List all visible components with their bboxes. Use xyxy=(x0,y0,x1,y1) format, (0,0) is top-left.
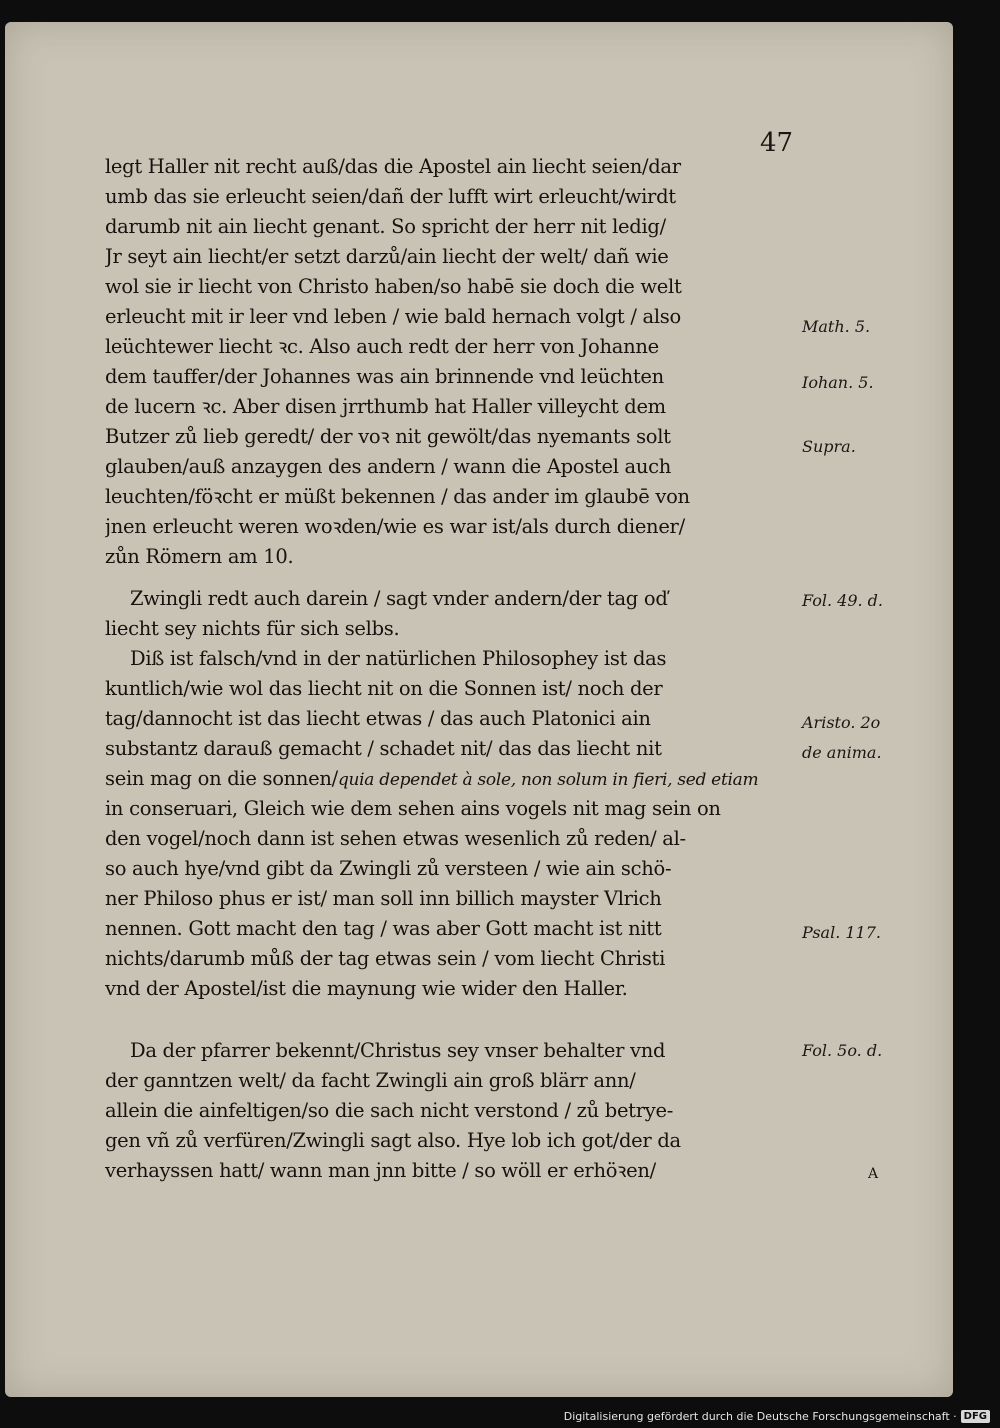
text-line: jnen erleucht weren woꝛden/wie es war ist/als durch diener/ xyxy=(105,515,685,538)
catchword: A xyxy=(868,1166,879,1182)
text-line: tag/dannocht ist das liecht etwas / das auch Platonici ain xyxy=(105,707,651,730)
text-line: liecht sey nichts für sich selbs. xyxy=(105,617,400,640)
text-line: leuchten/föꝛcht er müßt bekennen / das ander im glaubē von xyxy=(105,485,690,508)
text-line: allein die ainfeltigen/so die sach nicht verstond / zů betrye- xyxy=(105,1099,673,1122)
text-line: glauben/auß anzaygen des andern / wann die Apostel auch xyxy=(105,455,672,478)
text-line: de lucern ꝛc. Aber disen jrrthumb hat Haller villeycht dem xyxy=(105,395,666,418)
text-line: gen vñ zů verfüren/Zwingli sagt also. Hye lob ich got/der da xyxy=(105,1129,681,1152)
text-line: legt Haller nit recht auß/das die Apostel ain liecht seien/dar xyxy=(105,155,681,178)
text-line: darumb nit ain liecht genant. So spricht der herr nit ledig/ xyxy=(105,215,666,238)
text-line: dem tauffer/der Johannes was ain brinnende vnd leüchten xyxy=(105,365,664,388)
margin-note: Math. 5. xyxy=(802,317,871,336)
text-line: nichts/darumb můß der tag etwas sein / vom liecht Christi xyxy=(105,947,666,970)
margin-note: Fol. 49. d. xyxy=(802,591,884,610)
latin-quotation: quia dependet à sole, non solum in fieri, sed etiam xyxy=(337,770,759,790)
text-line: so auch hye/vnd gibt da Zwingli zů versteen / wie ain schö- xyxy=(105,857,672,880)
margin-note: Fol. 5o. d. xyxy=(802,1041,883,1060)
text-line: Jr seyt ain liecht/er setzt darzů/ain liecht der welt/ dañ wie xyxy=(105,245,669,268)
text-line: Zwingli redt auch darein / sagt vnder andern/der tag oď xyxy=(130,587,668,610)
text-line: ner Philoso phus er ist/ man soll inn billich mayster Vlrich xyxy=(105,887,662,910)
text-line: umb das sie erleucht seien/dañ der lufft wirt erleucht/wirdt xyxy=(105,185,676,208)
text-line: verhayssen hatt/ wann man jnn bitte / so wöll er erhöꝛen/ xyxy=(105,1159,656,1182)
vernacular-text: sein mag on die sonnen/ xyxy=(105,767,338,790)
margin-note: Supra. xyxy=(802,437,856,456)
text-line: Butzer zů lieb geredt/ der voꝛ nit gewölt/das nyemants solt xyxy=(105,425,671,448)
text-line: substantz darauß gemacht / schadet nit/ das das liecht nit xyxy=(105,737,662,760)
margin-note: Psal. 117. xyxy=(802,923,881,942)
text-line: vnd der Apostel/ist die maynung wie wider den Haller. xyxy=(105,977,628,1000)
text-line: wol sie ir liecht von Christo haben/so habē sie doch die welt xyxy=(105,275,682,298)
text-line: kuntlich/wie wol das liecht nit on die Sonnen ist/ noch der xyxy=(105,677,663,700)
text-line: leüchtewer liecht ꝛc. Also auch redt der herr von Johanne xyxy=(105,335,659,358)
dfg-logo: DFG xyxy=(961,1410,990,1423)
funding-notice: Digitalisierung gefördert durch die Deutsche Forschungsgemeinschaft · xyxy=(563,1409,957,1423)
footer xyxy=(564,1406,990,1426)
text-line: den vogel/noch dann ist sehen etwas wesenlich zů reden/ al- xyxy=(105,827,686,850)
text-line: erleucht mit ir leer vnd leben / wie bald hernach volgt / also xyxy=(105,305,681,328)
text-line: in conseruari, Gleich wie dem sehen ains vogels nit mag sein on xyxy=(105,797,721,820)
page-number: 47 xyxy=(760,128,794,158)
text-line: zůn Römern am 10. xyxy=(105,545,294,568)
text-line: Da der pfarrer bekennt/Christus sey vnser behalter vnd xyxy=(130,1039,666,1062)
text-line: nennen. Gott macht den tag / was aber Gott macht ist nitt xyxy=(105,917,662,940)
text-line: der ganntzen welt/ da facht Zwingli ain groß blärr ann/ xyxy=(105,1069,636,1092)
margin-note: Iohan. 5. xyxy=(802,373,874,392)
margin-note: Aristo. 2o xyxy=(802,713,881,732)
margin-note: de anima. xyxy=(802,743,882,762)
text-line-mixed xyxy=(105,764,795,794)
text-line: Diß ist falsch/vnd in der natürlichen Philosophey ist das xyxy=(130,647,667,670)
